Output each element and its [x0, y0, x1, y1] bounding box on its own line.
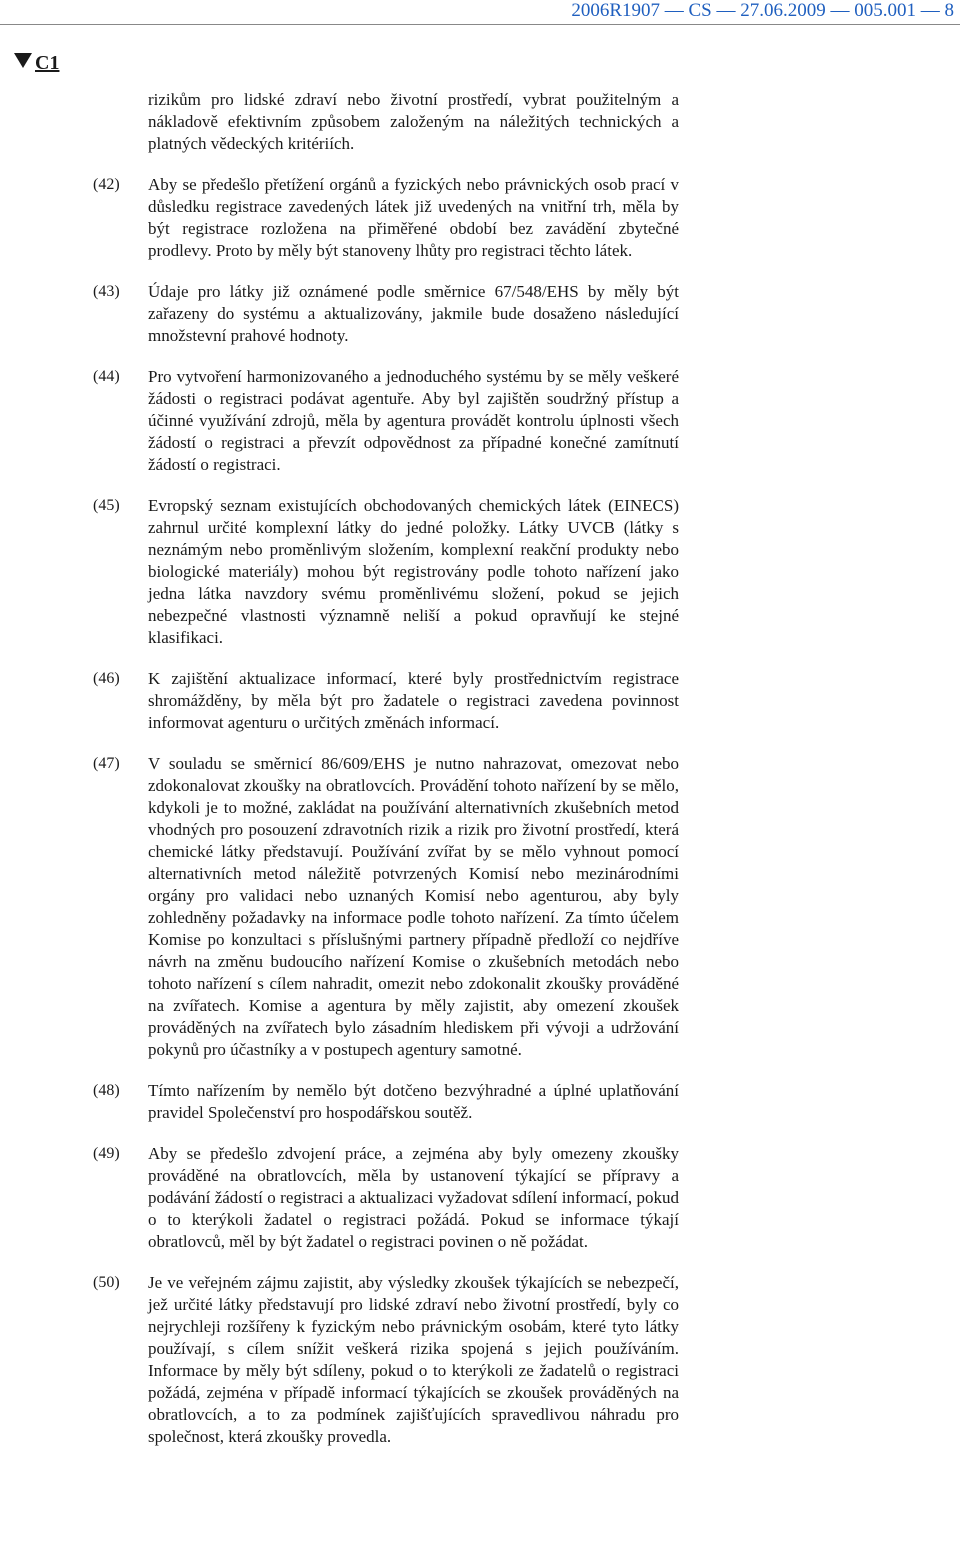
recital-number: (46) [93, 670, 120, 687]
recital-48 [0, 1080, 960, 1124]
recital-text: Aby se předešlo zdvojení práce, a zejména aby byly omezeny zkoušky prováděné na obratlovcích, měla by ustanovení týkající se přípravy a podávání žádostí o registraci a aktualizaci vyžadovat sdílení informací, pokud o to kterýkoli žadatel o registraci požádá. Pokud se informace týkají obratlovců, měl by být žadatel o registraci povinen o ně požádat. [148, 1144, 679, 1251]
recital-number: (42) [93, 176, 120, 193]
recital-number: (50) [93, 1274, 120, 1291]
recital-text: K zajištění aktualizace informací, které byly prostřednictvím registrace shromážděny, by měla být pro žadatele o registraci zavedena povinnost informovat agenturu o určitých změnách informací. [148, 669, 679, 732]
recital-number: (45) [93, 497, 120, 514]
recital-43 [0, 281, 960, 347]
recital-number: (47) [93, 755, 120, 772]
recital-text: Tímto nařízením by nemělo být dotčeno bezvýhradné a úplné uplatňování pravidel Společenství pro hospodářskou soutěž. [148, 1081, 679, 1122]
amendment-code[interactable]: C1 [35, 52, 60, 74]
document-body [0, 89, 960, 1467]
recital-text: V souladu se směrnicí 86/609/EHS je nutno nahrazovat, omezovat nebo zdokonalovat zkoušky na obratlovcích. Provádění tohoto nařízení by se mělo, kdykoli je to možné, zakládat na používání alternativních zkušebních metod vhodných pro posouzení zdravotních rizik a rizik pro životní prostředí, která chemické látky představují. Používání zvířat by se mělo vyhnout pomocí alternativních metod náležitě potvrzených Komisí nebo mezinárodními orgány pro validaci nebo uznaných Komisí nebo agenturou, aby byly zohledněny požadavky na informace podle tohoto nařízení. Za tímto účelem Komise po konzultaci s příslušnými partnery případně předloží co nejdříve návrh na změnu budoucího nařízení Komise o zkušebních metodách nebo tohoto nařízení s cílem nahradit, omezit nebo zdokonalit zkoušky prováděné na zvířatech. Komise a agentura by měly zajistit, aby omezení zkoušek prováděných na zvířatech bylo zásadním hlediskem při vývoji a udržování pokynů pro účastníky a v postupech agentury samotné. [148, 754, 679, 1059]
recital-number: (44) [93, 368, 120, 385]
recital-text: Je ve veřejném zájmu zajistit, aby výsledky zkoušek týkajících se nebezpečí, jež určité látky představují pro lidské zdraví nebo životní prostředí, byly co nejrychleji rozšířeny k fyzickým nebo právnickým osobám, které tyto látky používají, s cílem snížit veškerá rizika spojená s jejich používáním. Informace by měly být sdíleny, pokud o to kterýkoli ze žadatelů o registraci požádá, zejména v případě informací týkajících se zkoušek prováděných na obratlovcích, a to za podmínek zajišťujících spravedlivou náhradu pro společnost, která zkoušky provedla. [148, 1273, 679, 1446]
recital-number: (49) [93, 1145, 120, 1162]
recital-44 [0, 366, 960, 476]
intro-paragraph [0, 89, 960, 155]
recital-45 [0, 495, 960, 649]
recital-text: Pro vytvoření harmonizovaného a jednoduchého systému by se měly veškeré žádosti o registraci podávat agentuře. Aby byl zajištěn soudržný přístup a účinné využívání zdrojů, měla by agentura provádět kontrolu úplnosti všech žádostí o registraci a převzít odpovědnost za případné konečné zamítnutí žádostí o registraci. [148, 367, 679, 474]
recital-49 [0, 1143, 960, 1253]
recital-47 [0, 753, 960, 1061]
page-header [0, 0, 960, 25]
recital-50 [0, 1272, 960, 1448]
recital-number: (48) [93, 1082, 120, 1099]
amendment-marker [14, 51, 59, 75]
paragraph-text: rizikům pro lidské zdraví nebo životní prostředí, vybrat použitelným a nákladově efektivním způsobem založeným na náležitých technických a platných vědeckých kritériích. [148, 90, 679, 153]
recital-text: Aby se předešlo přetížení orgánů a fyzických nebo právnických osob prací v důsledku registrace zavedených látek již uvedených na vnitřní trh, měla by být registrace rozložena na přiměřené období bez zavádění zbytečné prodlevy. Proto by měly být stanoveny lhůty pro registraci těchto látek. [148, 175, 679, 260]
triangle-down-icon [14, 53, 32, 68]
recital-number: (43) [93, 283, 120, 300]
document-reference: 2006R1907 — CS — 27.06.2009 — 005.001 — 8 [571, 0, 954, 21]
recital-text: Evropský seznam existujících obchodovaných chemických látek (EINECS) zahrnul určité komplexní látky do jedné položky. Látky UVCB (látky s neznámým nebo proměnlivým složením, komplexní reakční produkty nebo biologické materiály) mohou být registrovány podle tohoto nařízení jako jedna látka navzdory svému proměnlivému složení, pokud se jejich nebezpečné vlastnosti významně neliší a pokud opravňují ke stejné klasifikaci. [148, 496, 679, 647]
recital-text: Údaje pro látky již oznámené podle směrnice 67/548/EHS by měly být zařazeny do systému a aktualizovány, jakmile bude dosaženo následující množstevní prahové hodnoty. [148, 282, 679, 345]
recital-42 [0, 174, 960, 262]
recital-46 [0, 668, 960, 734]
